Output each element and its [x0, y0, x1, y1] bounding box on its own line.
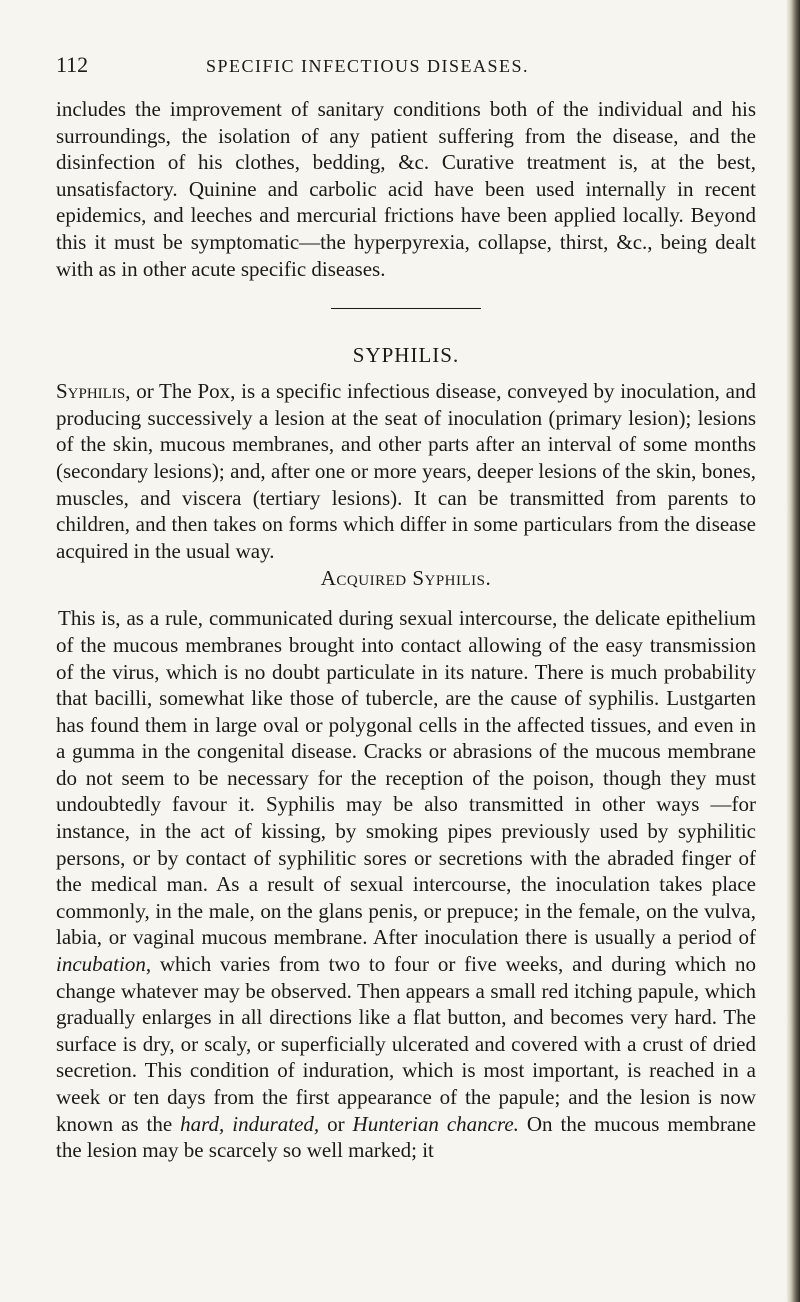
term-incubation: incubation: [56, 952, 146, 977]
paragraph-text-or: or: [319, 1111, 353, 1136]
section-title: SYPHILIS.: [352, 343, 460, 368]
section-divider: [331, 308, 481, 309]
lead-word: Syphilis: [56, 379, 126, 404]
term-hunterian-chancre: Hunterian chancre.: [352, 1111, 519, 1136]
intro-paragraph: includes the improvement of sanitary conditions both of the individual and his surroundings, the isolation of any patient suffering from the disease, and the disinfection of his clothes, bedding, &c. Curative treatment is, at the best, unsatisfactory. Quinine and carbolic acid have been used internally in recent epidemics, and leeches and mercurial frictions have been applied locally. Beyond this it must be symptomatic—the hyperpyrexia, collapse, thirst, &c., being dealt with as in other acute specific diseases.: [56, 97, 756, 281]
paragraph-text-2: , which varies from two to four or five weeks, and during which no change whatever may be observed. Then appears a small red itching papule, which gradually enlarges in all directions like a flat button, and becomes very hard. The surface is dry, or scaly, or superficially ulcerated and covered with a crust of dried secretion. This condition of induration, which is most important, is reached in a week or ten days from the first appearance of the papule; and the lesion is now known as the: [56, 952, 756, 1136]
paragraph-text-3: On the mucous membrane the lesion may be scarcely so well marked; it: [56, 1111, 756, 1163]
term-hard-indurated: hard, indurated,: [180, 1111, 320, 1136]
paragraph-text-1: This is, as a rule, communicated during sexual intercourse, the delicate epithelium of the mucous membranes brought into contact allowing of the easy transmission of the virus, which is no doubt particulate in its nature. There is much probability that bacilli, somewhat like those of tubercle, are the cause of syphilis. Lustgarten has found them in large oval or polygonal cells in the affected tissues, and even in a gumma in the congenital disease. Cracks or abrasions of the mucous membrane do not seem to be necessary for the reception of the poison, though they must undoubtedly favour it. Syphilis may be also transmitted in other ways —for instance, in the act of kissing, by smoking pipes previously used by syphilitic persons, or by contact of syphilitic sores or secretions with the abraded finger of the medical man. As a result of sexual intercourse, the inoculation takes place commonly, in the male, on the glans penis, or prepuce; in the female, on the vulva, labia, or vaginal mucous membrane. After inoculation there is usually a period of: [56, 606, 756, 950]
syphilis-paragraph-text: , or The Pox, is a specific infectious disease, conveyed by inoculation, and producing successively a lesion at the seat of inoculation (primary lesion); lesions of the skin, mucous membranes, and other parts after an interval of some months (secondary lesions); and, after one or more years, deeper lesions of the skin, bones, muscles, and viscera (tertiary lesions). It can be transmitted from parents to children, and then takes on forms which differ in some particulars from the disease acquired in the usual way.: [56, 379, 756, 563]
acquired-syphilis-paragraph: [56, 605, 756, 1163]
subsection-title: Acquired Syphilis.: [320, 566, 492, 591]
page-number: 112: [56, 52, 89, 77]
page-binding-edge: [786, 0, 800, 1302]
syphilis-paragraph: [56, 378, 756, 564]
book-page: [56, 52, 756, 1164]
running-title: SPECIFIC INFECTIOUS DISEASES.: [206, 56, 530, 76]
running-head: [56, 52, 756, 82]
